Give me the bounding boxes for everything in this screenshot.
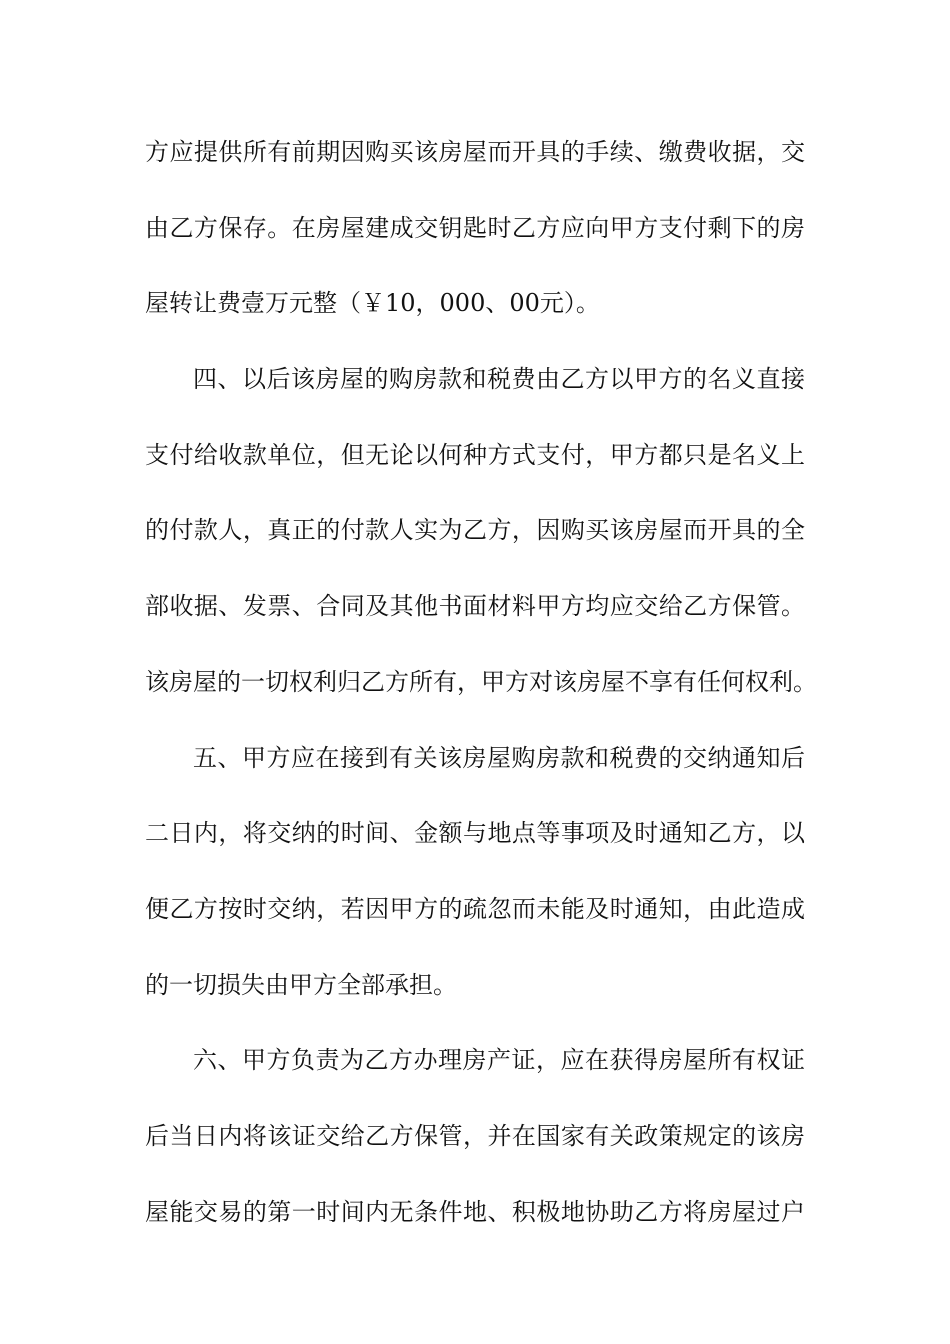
paragraph-start-line: 四、以后该房屋的购房款和税费由乙方以甲方的名义直接	[193, 365, 805, 394]
text-line: 该房屋的一切权利归乙方所有，甲方对该房屋不享有任何权利。	[145, 667, 817, 696]
text-line: 由乙方保存。在房屋建成交钥匙时乙方应向甲方支付剩下的房	[145, 213, 805, 242]
paragraph-start-line: 五、甲方应在接到有关该房屋购房款和税费的交纳通知后	[193, 743, 805, 772]
text-line: 支付给收款单位，但无论以何种方式支付，甲方都只是名义上	[145, 440, 805, 469]
text-line: 部收据、发票、合同及其他书面材料甲方均应交给乙方保管。	[145, 592, 805, 621]
text-line: 屋能交易的第一时间内无条件地、积极地协助乙方将房屋过户	[145, 1197, 805, 1226]
text-line: 后当日内将该证交给乙方保管，并在国家有关政策规定的该房	[145, 1121, 805, 1150]
text-line: 方应提供所有前期因购买该房屋而开具的手续、缴费收据，交	[145, 138, 805, 166]
text-line: 屋转让费壹万元整（￥10，000、00元）。	[145, 289, 600, 318]
text-line: 的付款人，真正的付款人实为乙方，因购买该房屋而开具的全	[145, 516, 805, 545]
text-line: 二日内，将交纳的时间、金额与地点等事项及时通知乙方，以	[145, 819, 805, 848]
text-line: 的一切损失由甲方全部承担。	[145, 970, 457, 999]
text-line: 便乙方按时交纳，若因甲方的疏忽而未能及时通知，由此造成	[145, 894, 805, 923]
paragraph-start-line: 六、甲方负责为乙方办理房产证，应在获得房屋所有权证	[193, 1046, 805, 1075]
document-body	[145, 130, 817, 1265]
